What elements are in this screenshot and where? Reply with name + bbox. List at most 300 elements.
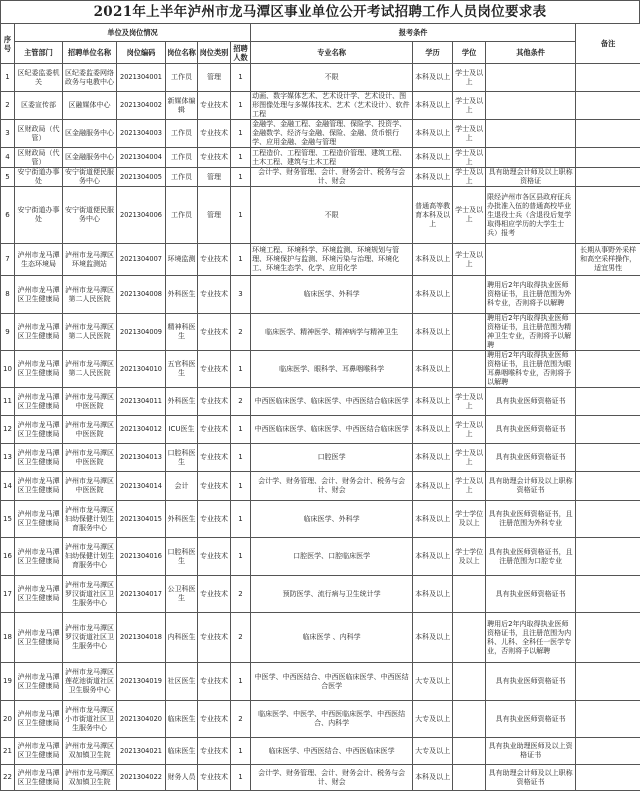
cell-code: 2021304019 <box>117 663 166 701</box>
cell-category: 专业技术 <box>198 416 231 444</box>
header-count: 招聘人数 <box>231 42 251 64</box>
cell-remark <box>576 351 640 388</box>
cell-other: 聘用后2年内取得执业医师资格证书，且注册范围为内科、儿科、全科任一医学专业，否则将予以解聘 <box>486 613 576 663</box>
cell-category: 管理 <box>198 168 231 187</box>
cell-major: 环境工程、环境科学、环境监测、环境规划与管理、环境保护与监测、环境污染与治理、环境化工、环境生态学、化学、应用化学 <box>251 244 413 276</box>
table-row <box>1 663 640 701</box>
cell-seq: 16 <box>1 538 15 576</box>
table-row <box>1 148 640 168</box>
cell-degree <box>453 613 486 663</box>
cell-code: 2021304013 <box>117 444 166 472</box>
cell-unit: 泸州市龙马潭区第二人民医院 <box>63 351 117 388</box>
cell-category: 专业技术 <box>198 148 231 168</box>
cell-post: 口腔科医生 <box>166 444 198 472</box>
header-remark: 备注 <box>576 24 640 64</box>
cell-edu: 本科及以上 <box>413 538 453 576</box>
cell-category: 专业技术 <box>198 538 231 576</box>
cell-unit: 泸州市龙马潭区双加镇卫生院 <box>63 765 117 791</box>
cell-remark <box>576 388 640 416</box>
table-row <box>1 244 640 276</box>
cell-category: 管理 <box>198 187 231 244</box>
cell-other: 具有执业医师资格证书 <box>486 444 576 472</box>
header-group-requirements: 报考条件 <box>251 24 576 42</box>
cell-major: 临床医学、眼科学、耳鼻咽喉科学 <box>251 351 413 388</box>
cell-unit: 区纪委监委网络政务与电教中心 <box>63 64 117 92</box>
cell-remark <box>576 64 640 92</box>
cell-unit: 泸州市龙马潭区第二人民医院 <box>63 314 117 351</box>
cell-remark: 长期从事野外采样和高空采样操作，适宜男性 <box>576 244 640 276</box>
cell-code: 2021304004 <box>117 148 166 168</box>
cell-other: 聘用后2年内取得执业医师资格证书，且注册范围为精神卫生专业，否则将予以解聘 <box>486 314 576 351</box>
cell-category: 专业技术 <box>198 276 231 314</box>
cell-code: 2021304010 <box>117 351 166 388</box>
cell-degree: 学士及以上 <box>453 92 486 120</box>
cell-edu: 大专及以上 <box>413 738 453 765</box>
cell-code: 2021304001 <box>117 64 166 92</box>
cell-degree: 学士学位及以上 <box>453 501 486 538</box>
cell-major: 中西医临床医学、临床医学、中西医结合临床医学 <box>251 416 413 444</box>
cell-edu: 本科及以上 <box>413 148 453 168</box>
cell-edu: 本科及以上 <box>413 351 453 388</box>
cell-code: 2021304003 <box>117 120 166 148</box>
cell-remark <box>576 501 640 538</box>
cell-code: 2021304016 <box>117 538 166 576</box>
header-other: 其他条件 <box>486 42 576 64</box>
table-row <box>1 314 640 351</box>
cell-dept: 区财政局（代管） <box>15 148 63 168</box>
cell-other: 具有执业医师资格证书，且注册范围为外科专业 <box>486 501 576 538</box>
cell-count: 2 <box>231 576 251 613</box>
cell-unit: 泸州市龙马潭区莲花池街道社区卫生服务中心 <box>63 663 117 701</box>
cell-code: 2021304014 <box>117 472 166 501</box>
cell-count: 2 <box>231 613 251 663</box>
cell-dept: 安宁街道办事处 <box>15 168 63 187</box>
cell-seq: 12 <box>1 416 15 444</box>
cell-other <box>486 64 576 92</box>
cell-count: 3 <box>231 276 251 314</box>
cell-edu: 本科及以上 <box>413 613 453 663</box>
cell-dept: 泸州市龙马潭区卫生健康局 <box>15 351 63 388</box>
cell-category: 专业技术 <box>198 120 231 148</box>
cell-seq: 22 <box>1 765 15 791</box>
cell-category: 专业技术 <box>198 388 231 416</box>
cell-post: 环境监测 <box>166 244 198 276</box>
cell-dept: 泸州市龙马潭区卫生健康局 <box>15 613 63 663</box>
cell-dept: 泸州市龙马潭区卫生健康局 <box>15 538 63 576</box>
cell-degree: 学士及以上 <box>453 244 486 276</box>
cell-degree <box>453 276 486 314</box>
cell-code: 2021304020 <box>117 701 166 738</box>
cell-major: 临床医学、中医学、中西医临床医学、中西医结合、内科学 <box>251 701 413 738</box>
cell-degree <box>453 701 486 738</box>
cell-code: 2021304008 <box>117 276 166 314</box>
cell-remark <box>576 613 640 663</box>
cell-unit: 泸州市龙马潭区中医医院 <box>63 472 117 501</box>
cell-seq: 9 <box>1 314 15 351</box>
cell-post: 内科医生 <box>166 613 198 663</box>
cell-remark <box>576 738 640 765</box>
cell-remark <box>576 472 640 501</box>
cell-unit: 泸州市龙马潭区妇幼保健计划生育服务中心 <box>63 538 117 576</box>
header-category: 岗位类别 <box>198 42 231 64</box>
cell-count: 1 <box>231 64 251 92</box>
header-group-unit: 单位及岗位情况 <box>15 24 251 42</box>
cell-remark <box>576 148 640 168</box>
cell-edu: 本科及以上 <box>413 92 453 120</box>
cell-degree <box>453 663 486 701</box>
cell-remark <box>576 663 640 701</box>
cell-remark <box>576 765 640 791</box>
cell-remark <box>576 168 640 187</box>
cell-code: 2021304006 <box>117 187 166 244</box>
cell-other: 具有执业医师资格证书 <box>486 701 576 738</box>
cell-code: 2021304017 <box>117 576 166 613</box>
cell-count: 2 <box>231 388 251 416</box>
cell-major: 工程造价、工程管理、工程造价管理、建筑工程、土木工程、建筑与土木工程 <box>251 148 413 168</box>
cell-post: 外科医生 <box>166 501 198 538</box>
cell-count: 1 <box>231 501 251 538</box>
cell-category: 专业技术 <box>198 738 231 765</box>
cell-other: 聘用后2年内取得执业医师资格证书，且注册范围为外科专业，否则将予以解聘 <box>486 276 576 314</box>
cell-post: 会计 <box>166 472 198 501</box>
cell-dept: 泸州市龙马潭区卫生健康局 <box>15 314 63 351</box>
cell-unit: 泸州市龙马潭区第二人民医院 <box>63 276 117 314</box>
table-row <box>1 92 640 120</box>
cell-count: 1 <box>231 148 251 168</box>
cell-edu: 本科及以上 <box>413 244 453 276</box>
cell-count: 1 <box>231 187 251 244</box>
cell-category: 专业技术 <box>198 663 231 701</box>
cell-count: 1 <box>231 120 251 148</box>
table-row <box>1 388 640 416</box>
cell-category: 专业技术 <box>198 576 231 613</box>
cell-edu: 大专及以上 <box>413 701 453 738</box>
cell-code: 2021304018 <box>117 613 166 663</box>
table-row <box>1 276 640 314</box>
cell-unit: 区融媒体中心 <box>63 92 117 120</box>
cell-major: 中西医临床医学、临床医学、中西医结合临床医学 <box>251 388 413 416</box>
cell-dept: 泸州市龙马潭生态环境局 <box>15 244 63 276</box>
cell-edu: 本科及以上 <box>413 276 453 314</box>
cell-category: 专业技术 <box>198 765 231 791</box>
cell-unit: 泸州市龙马潭区中医医院 <box>63 444 117 472</box>
cell-edu: 本科及以上 <box>413 168 453 187</box>
cell-remark <box>576 701 640 738</box>
cell-edu: 本科及以上 <box>413 765 453 791</box>
cell-count: 1 <box>231 351 251 388</box>
cell-other: 具有助理会计师及以上职称资格证书 <box>486 765 576 791</box>
cell-count: 1 <box>231 663 251 701</box>
cell-other: 限经泸州市各区县政府征兵办批准入伍的普通高校毕业生退役士兵（含退役后复学取得相应学历的大学生士兵）报考 <box>486 187 576 244</box>
cell-seq: 15 <box>1 501 15 538</box>
cell-remark <box>576 276 640 314</box>
cell-code: 2021304021 <box>117 738 166 765</box>
cell-category: 专业技术 <box>198 701 231 738</box>
cell-major: 口腔医学、口腔临床医学 <box>251 538 413 576</box>
cell-unit: 泸州市龙马潭区中医医院 <box>63 388 117 416</box>
cell-count: 1 <box>231 168 251 187</box>
cell-category: 专业技术 <box>198 472 231 501</box>
cell-major: 临床医学、精神医学、精神病学与精神卫生 <box>251 314 413 351</box>
cell-degree <box>453 351 486 388</box>
cell-code: 2021304005 <box>117 168 166 187</box>
cell-unit: 泸州市龙马潭区小市街道社区卫生服务中心 <box>63 701 117 738</box>
header-post: 岗位名称 <box>166 42 198 64</box>
cell-post: 精神科医生 <box>166 314 198 351</box>
cell-dept: 泸州市龙马潭区卫生健康局 <box>15 765 63 791</box>
cell-degree <box>453 765 486 791</box>
header-code: 岗位编码 <box>117 42 166 64</box>
header-major: 专业名称 <box>251 42 413 64</box>
cell-code: 2021304012 <box>117 416 166 444</box>
cell-seq: 20 <box>1 701 15 738</box>
cell-category: 专业技术 <box>198 351 231 388</box>
cell-major: 金融学、金融工程、金融管理、保险学、投资学、金融数学、经济与金融、保险、金融、货币银行学、应用金融、金融与管理 <box>251 120 413 148</box>
cell-seq: 6 <box>1 187 15 244</box>
cell-category: 专业技术 <box>198 92 231 120</box>
cell-post: 临床医生 <box>166 738 198 765</box>
cell-post: 财务人员 <box>166 765 198 791</box>
cell-dept: 泸州市龙马潭区卫生健康局 <box>15 576 63 613</box>
header-unit: 招聘单位名称 <box>63 42 117 64</box>
cell-unit: 泸州市龙马潭区双加镇卫生院 <box>63 738 117 765</box>
cell-major: 不限 <box>251 187 413 244</box>
table-row <box>1 187 640 244</box>
cell-major: 会计学、财务管理、会计、财务会计、税务与会计、财会 <box>251 765 413 791</box>
cell-post: 外科医生 <box>166 276 198 314</box>
cell-seq: 13 <box>1 444 15 472</box>
cell-seq: 10 <box>1 351 15 388</box>
cell-degree <box>453 738 486 765</box>
cell-other: 具有执业医师资格证书 <box>486 388 576 416</box>
cell-unit: 安宁街道便民服务中心 <box>63 168 117 187</box>
cell-category: 专业技术 <box>198 314 231 351</box>
cell-count: 1 <box>231 92 251 120</box>
cell-degree: 学士及以上 <box>453 187 486 244</box>
cell-category: 专业技术 <box>198 244 231 276</box>
cell-remark <box>576 314 640 351</box>
cell-other: 具有助理会计师及以上职称资格证 <box>486 168 576 187</box>
cell-post: 工作员 <box>166 168 198 187</box>
table-row <box>1 613 640 663</box>
cell-category: 专业技术 <box>198 444 231 472</box>
cell-seq: 5 <box>1 168 15 187</box>
table-row <box>1 576 640 613</box>
table-row <box>1 701 640 738</box>
cell-degree: 学士及以上 <box>453 472 486 501</box>
cell-post: 新媒体编辑 <box>166 92 198 120</box>
cell-other: 聘用后2年内取得执业医师资格证书，且注册范围为眼耳鼻咽喉科专业，否则将予以解聘 <box>486 351 576 388</box>
cell-category: 管理 <box>198 64 231 92</box>
cell-code: 2021304022 <box>117 765 166 791</box>
cell-edu: 普通高等教育本科及以上 <box>413 187 453 244</box>
cell-other: 具有执业医师资格证书，且注册范围为口腔专业 <box>486 538 576 576</box>
table-row <box>1 64 640 92</box>
cell-dept: 泸州市龙马潭区卫生健康局 <box>15 444 63 472</box>
cell-post: 社区医生 <box>166 663 198 701</box>
cell-post: 外科医生 <box>166 388 198 416</box>
cell-edu: 本科及以上 <box>413 314 453 351</box>
cell-seq: 21 <box>1 738 15 765</box>
cell-remark <box>576 187 640 244</box>
cell-unit: 泸州市龙马潭区罗汉街道社区卫生服务中心 <box>63 576 117 613</box>
cell-major: 临床医学、中西医结合、中西医临床医学 <box>251 738 413 765</box>
cell-remark <box>576 538 640 576</box>
cell-other: 具有执业医师资格证书 <box>486 416 576 444</box>
table-row <box>1 472 640 501</box>
table-row <box>1 765 640 791</box>
cell-code: 2021304002 <box>117 92 166 120</box>
cell-edu: 本科及以上 <box>413 444 453 472</box>
cell-edu: 本科及以上 <box>413 388 453 416</box>
cell-unit: 泸州市龙马潭区环境监测站 <box>63 244 117 276</box>
cell-degree: 学士及以上 <box>453 416 486 444</box>
cell-dept: 泸州市龙马潭区卫生健康局 <box>15 276 63 314</box>
cell-major: 会计学、财务管理、会计、财务会计、税务与会计、财会 <box>251 472 413 501</box>
cell-dept: 泸州市龙马潭区卫生健康局 <box>15 663 63 701</box>
cell-dept: 泸州市龙马潭区卫生健康局 <box>15 738 63 765</box>
table-row <box>1 351 640 388</box>
cell-count: 1 <box>231 244 251 276</box>
cell-seq: 4 <box>1 148 15 168</box>
cell-degree: 学士学位及以上 <box>453 538 486 576</box>
page-title: 2021年上半年泸州市龙马潭区事业单位公开考试招聘工作人员岗位要求表 <box>0 0 640 23</box>
cell-other <box>486 148 576 168</box>
table-row <box>1 120 640 148</box>
cell-unit: 泸州市龙马潭区中医医院 <box>63 416 117 444</box>
cell-dept: 安宁街道办事处 <box>15 187 63 244</box>
cell-code: 2021304015 <box>117 501 166 538</box>
cell-dept: 泸州市龙马潭区卫生健康局 <box>15 472 63 501</box>
cell-unit: 区金融服务中心 <box>63 148 117 168</box>
cell-dept: 泸州市龙马潭区卫生健康局 <box>15 388 63 416</box>
cell-other <box>486 120 576 148</box>
cell-major: 中医学、中西医结合、中西医临床医学、中西医结合医学 <box>251 663 413 701</box>
header-edu: 学历 <box>413 42 453 64</box>
cell-post: ICU医生 <box>166 416 198 444</box>
cell-degree: 学士及以上 <box>453 120 486 148</box>
cell-count: 1 <box>231 444 251 472</box>
cell-degree: 学士及以上 <box>453 168 486 187</box>
cell-post: 公卫科医生 <box>166 576 198 613</box>
cell-seq: 18 <box>1 613 15 663</box>
cell-other: 具有执业医师资格证书 <box>486 663 576 701</box>
cell-post: 工作员 <box>166 64 198 92</box>
cell-dept: 区纪委监委机关 <box>15 64 63 92</box>
cell-major: 临床医学、外科学 <box>251 276 413 314</box>
cell-other <box>486 92 576 120</box>
cell-seq: 11 <box>1 388 15 416</box>
table-row <box>1 538 640 576</box>
cell-seq: 8 <box>1 276 15 314</box>
table-row <box>1 501 640 538</box>
cell-count: 1 <box>231 416 251 444</box>
cell-edu: 本科及以上 <box>413 120 453 148</box>
table-row <box>1 168 640 187</box>
cell-count: 2 <box>231 314 251 351</box>
cell-seq: 3 <box>1 120 15 148</box>
cell-other <box>486 244 576 276</box>
cell-other: 具有执业助理医师及以上资格证书 <box>486 738 576 765</box>
cell-major: 不限 <box>251 64 413 92</box>
cell-dept: 区委宣传部 <box>15 92 63 120</box>
cell-remark <box>576 576 640 613</box>
header-dept: 主管部门 <box>15 42 63 64</box>
cell-major: 临床医学、外科学 <box>251 501 413 538</box>
cell-code: 2021304009 <box>117 314 166 351</box>
cell-post: 五官科医生 <box>166 351 198 388</box>
cell-seq: 17 <box>1 576 15 613</box>
cell-code: 2021304007 <box>117 244 166 276</box>
recruitment-table <box>0 23 640 791</box>
cell-major: 临床医学 、内科学 <box>251 613 413 663</box>
cell-degree: 学士及以上 <box>453 148 486 168</box>
cell-count: 1 <box>231 738 251 765</box>
header-degree: 学位 <box>453 42 486 64</box>
cell-code: 2021304011 <box>117 388 166 416</box>
cell-dept: 泸州市龙马潭区卫生健康局 <box>15 701 63 738</box>
cell-unit: 区金融服务中心 <box>63 120 117 148</box>
cell-edu: 本科及以上 <box>413 501 453 538</box>
cell-major: 动画、数字媒体艺术、艺术设计学、艺术设计、图形图像处理与多媒体技术、艺术（艺术设计）、软件工程 <box>251 92 413 120</box>
cell-post: 工作员 <box>166 187 198 244</box>
header-seq: 序号 <box>1 24 15 64</box>
cell-edu: 本科及以上 <box>413 64 453 92</box>
cell-post: 工作员 <box>166 120 198 148</box>
cell-category: 专业技术 <box>198 613 231 663</box>
cell-major: 口腔医学 <box>251 444 413 472</box>
cell-seq: 19 <box>1 663 15 701</box>
cell-seq: 7 <box>1 244 15 276</box>
cell-count: 1 <box>231 538 251 576</box>
cell-unit: 泸州市龙马潭区罗汉街道社区卫生服务中心 <box>63 613 117 663</box>
cell-edu: 本科及以上 <box>413 416 453 444</box>
cell-seq: 1 <box>1 64 15 92</box>
table-row <box>1 416 640 444</box>
cell-major: 预防医学、流行病与卫生统计学 <box>251 576 413 613</box>
cell-category: 专业技术 <box>198 501 231 538</box>
cell-degree: 学士及以上 <box>453 64 486 92</box>
cell-other: 具有助理会计师及以上职称资格证书 <box>486 472 576 501</box>
cell-degree <box>453 314 486 351</box>
cell-dept: 泸州市龙马潭区卫生健康局 <box>15 501 63 538</box>
cell-major: 会计学、财务管理、会计、财务会计、税务与会计、财会 <box>251 168 413 187</box>
cell-count: 2 <box>231 701 251 738</box>
cell-remark <box>576 444 640 472</box>
cell-count: 1 <box>231 472 251 501</box>
cell-seq: 14 <box>1 472 15 501</box>
cell-unit: 安宁街道便民服务中心 <box>63 187 117 244</box>
cell-other: 具有执业医师资格证书 <box>486 576 576 613</box>
cell-edu: 本科及以上 <box>413 576 453 613</box>
cell-dept: 泸州市龙马潭区卫生健康局 <box>15 416 63 444</box>
cell-remark <box>576 416 640 444</box>
cell-degree: 学士及以上 <box>453 388 486 416</box>
cell-post: 工作员 <box>166 148 198 168</box>
cell-unit: 泸州市龙马潭区妇幼保健计划生育服务中心 <box>63 501 117 538</box>
cell-post: 临床医生 <box>166 701 198 738</box>
table-row <box>1 738 640 765</box>
cell-edu: 大专及以上 <box>413 663 453 701</box>
cell-degree <box>453 576 486 613</box>
cell-dept: 区财政局（代管） <box>15 120 63 148</box>
table-row <box>1 444 640 472</box>
cell-seq: 2 <box>1 92 15 120</box>
cell-degree: 学士及以上 <box>453 444 486 472</box>
cell-remark <box>576 120 640 148</box>
cell-post: 口腔科医生 <box>166 538 198 576</box>
cell-remark <box>576 92 640 120</box>
